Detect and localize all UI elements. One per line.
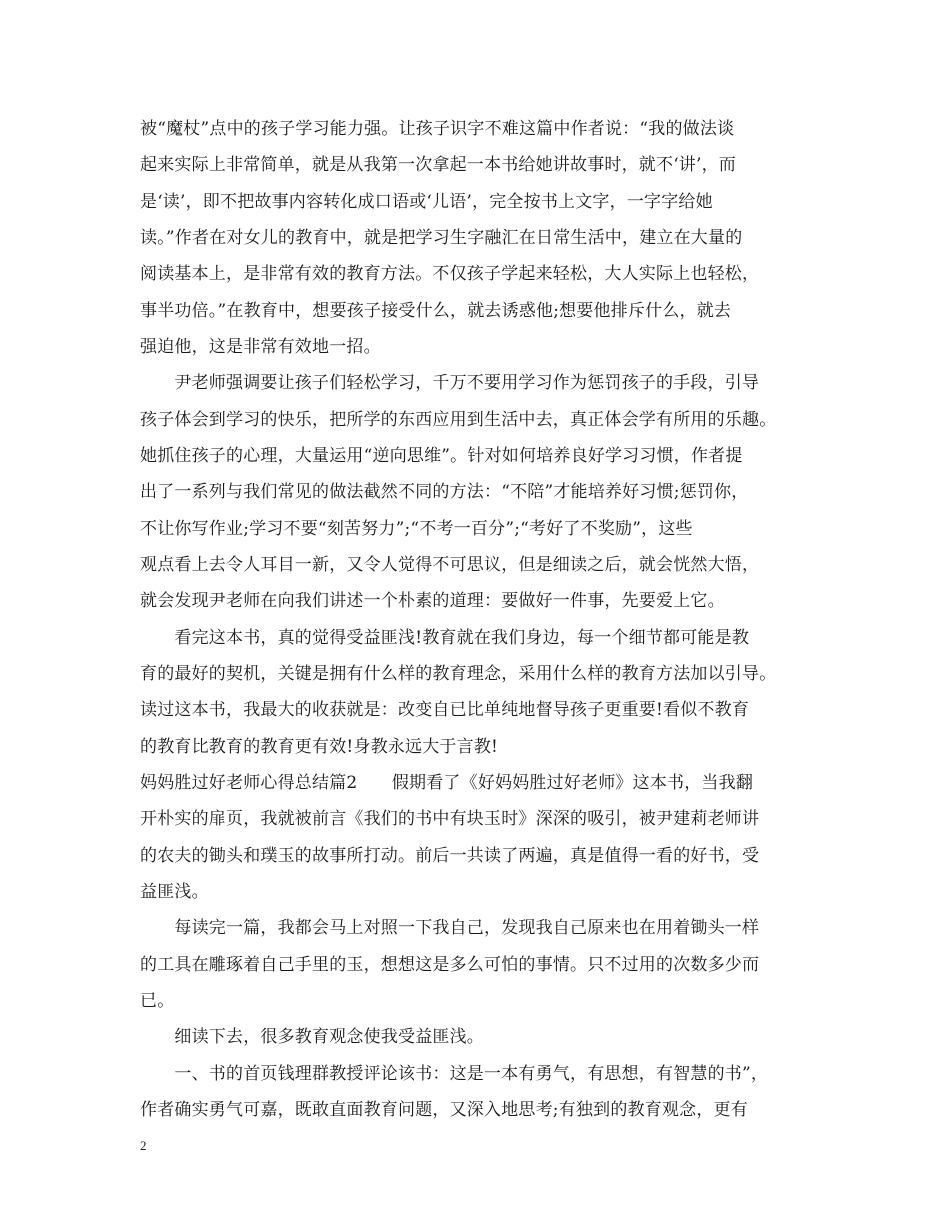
text-line: 育的最好的契机，关键是拥有什么样的教育理念，采用什么样的教育方法加以引导。 <box>140 664 777 684</box>
text-line: 被“魔杖”点中的孩子学习能力强。让孩子识字不难这篇中作者说：“我的做法谈 <box>140 119 735 139</box>
page-number: 2 <box>140 1138 147 1153</box>
text-line: 每读完一篇，我都会马上对照一下我自己，发现我自己原来也在用着锄头一样 <box>140 918 760 938</box>
text-line: 的工具在雕琢着自己手里的玉，想想这是多么可怕的事情。只不过用的次数多少而 <box>140 955 760 975</box>
text-line: 观点看上去令人耳目一新，又令人觉得不可思议，但是细读之后，就会恍然大悟， <box>140 555 760 575</box>
text-line: 是‘读’，即不把故事内容转化成口语或‘儿语’，完全按书上文字，一字字给她 <box>140 192 713 212</box>
text-line: 强迫他，这是非常有效地一招。 <box>140 337 381 357</box>
text-line: 一、书的首页钱理群教授评论该书：这是一本有勇气，有思想，有智慧的书”， <box>140 1064 769 1084</box>
text-line: 读过这本书，我最大的收获就是：改变自已比单纯地督导孩子更重要!看似不教育 <box>140 700 750 720</box>
text-line: 看完这本书，真的觉得受益匪浅!教育就在我们身边，每一个细节都可能是教 <box>140 628 750 648</box>
text-line: 细读下去，很多教育观念使我受益匪浅。 <box>140 1027 484 1047</box>
text-line: 孩子体会到学习的快乐，把所学的东西应用到生活中去，真正体会学有所用的乐趣。 <box>140 410 777 430</box>
text-line: 已。 <box>140 991 175 1011</box>
text-line: 事半功倍。”在教育中，想要孩子接受什么，就去诱惑他;想要他排斥什么，就去 <box>140 301 732 321</box>
text-line: 读。”作者在对女儿的教育中，就是把学习生字融汇在日常生活中，建立在大量的 <box>140 228 743 248</box>
section-title-line: 妈妈胜过好老师心得总结篇2 假期看了《好妈妈胜过好老师》这本书，当我翻 <box>140 773 754 793</box>
text-line: 作者确实勇气可嘉，既敢直面教育问题，又深入地思考;有独到的教育观念，更有 <box>140 1100 748 1120</box>
text-line: 起来实际上非常简单，就是从我第一次拿起一本书给她讲故事时，就不‘讲’，而 <box>140 155 737 175</box>
text-line: 的教育比教育的教育更有效!身教永远大于言教! <box>140 737 499 757</box>
text-line: 开朴实的扉页，我就被前言《我们的书中有块玉时》深深的吸引，被尹建莉老师讲 <box>140 809 760 829</box>
text-line: 她抓住孩子的心理，大量运用“逆向思维”。针对如何培养良好学习习惯，作者提 <box>140 446 743 466</box>
text-line: 尹老师强调要让孩子们轻松学习，千万不要用学习作为惩罚孩子的手段，引导 <box>140 373 760 393</box>
text-line: 出了一系列与我们常见的做法截然不同的方法：“不陪”才能培养好习惯;惩罚你， <box>140 482 749 502</box>
text-line: 不让你写作业;学习不要“刻苦努力”;“不考一百分”;“考好了不奖励”，这些 <box>140 519 693 539</box>
text-line: 就会发现尹老师在向我们讲述一个朴素的道理：要做好一件事，先要爱上它。 <box>140 591 725 611</box>
text-line: 益匪浅。 <box>140 882 209 902</box>
text-line: 阅读基本上，是非常有效的教育方法。不仅孩子学起来轻松，大人实际上也轻松， <box>140 264 760 284</box>
text-line: 的农夫的锄头和璞玉的故事所打动。前后一共读了两遍，真是值得一看的好书，受 <box>140 846 760 866</box>
